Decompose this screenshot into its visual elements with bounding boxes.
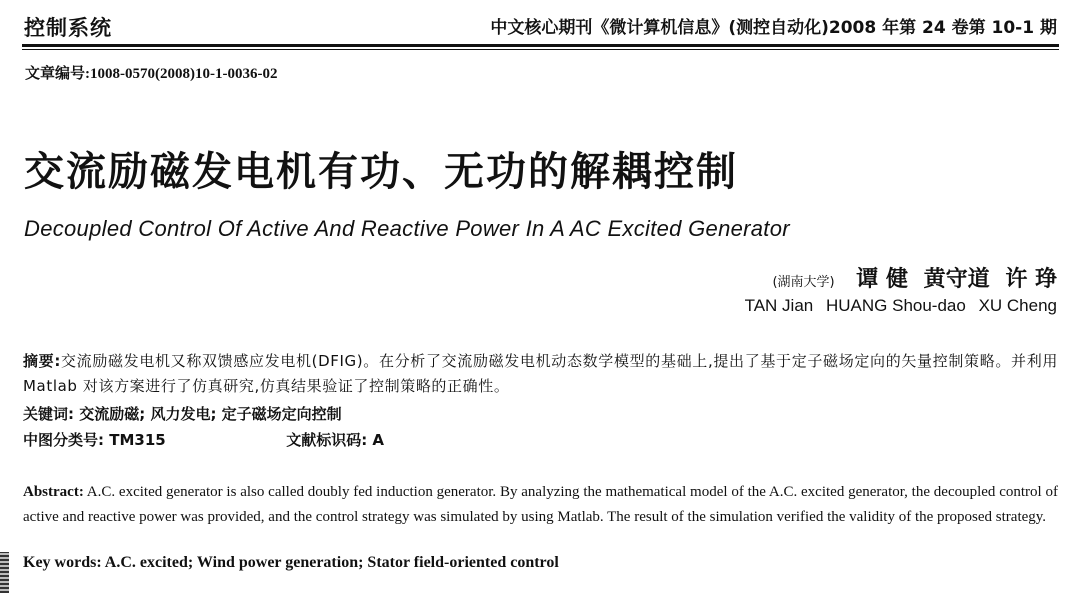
scan-margin-artifact bbox=[0, 552, 9, 593]
authors-chinese bbox=[772, 262, 1057, 293]
keywords-english bbox=[23, 554, 559, 572]
keywords-cn-label: 关键词: bbox=[23, 405, 74, 423]
authors-english bbox=[737, 296, 1057, 316]
title-english: Decoupled Control Of Active And Reactive Power In A AC Excited Generator bbox=[24, 216, 790, 241]
section-title: 控制系统 bbox=[24, 16, 112, 40]
doc-code-label: 文献标识码: bbox=[286, 431, 368, 449]
keywords-cn-text: 交流励磁; 风力发电; 定子磁场定向控制 bbox=[79, 405, 342, 423]
abstract-en-label: Abstract: bbox=[23, 484, 84, 500]
author-en-3: XU Cheng bbox=[978, 296, 1057, 315]
article-number: 文章编号:1008-0570(2008)10-1-0036-02 bbox=[25, 66, 278, 82]
header-rule-thin bbox=[22, 49, 1059, 50]
author-en-2: HUANG Shou-dao bbox=[825, 296, 966, 315]
header-rule-thick bbox=[22, 44, 1059, 47]
author-en-1: TAN Jian bbox=[744, 296, 814, 315]
author-name-1: 谭 健 bbox=[856, 267, 908, 292]
author-name-3: 许 琤 bbox=[1005, 267, 1057, 292]
abstract-cn-text: 交流励磁发电机又称双馈感应发电机(DFIG)。在分析了交流励磁发电机动态数学模型的基础上,提出了基于定子磁场定向的矢量控制策略。并利用 Matlab 对该方案进行了仿真研究,仿真结果验证了控制策略的正确性。 bbox=[23, 352, 1058, 395]
journal-info: 中文核心期刊《微计算机信息》(测控自动化)2008 年第 24 卷第 10-1 期 bbox=[490, 18, 1057, 38]
clc-value: TM315 bbox=[109, 431, 166, 449]
abstract-cn-label: 摘要: bbox=[23, 352, 61, 370]
doc-code-value: A bbox=[372, 431, 385, 449]
abstract-en-text: A.C. excited generator is also called doubly fed induction generator. By analyzing the mathematical model of the A.C. excited generator, the decoupled control of active and reactive power was provided, and the control strategy was simulated by using Matlab. The result of the simulation verified the validity of the proposed strategy. bbox=[23, 484, 1058, 525]
author-affiliation: (湖南大学) bbox=[772, 275, 835, 290]
classification-line bbox=[23, 429, 1058, 450]
keywords-chinese bbox=[23, 403, 1058, 424]
keywords-en-text: A.C. excited; Wind power generation; Stator field-oriented control bbox=[104, 554, 559, 571]
author-name-2: 黄守道 bbox=[923, 267, 990, 292]
title-chinese: 交流励磁发电机有功、无功的解耦控制 bbox=[24, 149, 738, 195]
clc-label: 中图分类号: bbox=[23, 431, 104, 449]
abstract-english bbox=[23, 480, 1058, 530]
keywords-en-label: Key words: bbox=[23, 554, 102, 571]
abstract-chinese bbox=[23, 349, 1058, 399]
